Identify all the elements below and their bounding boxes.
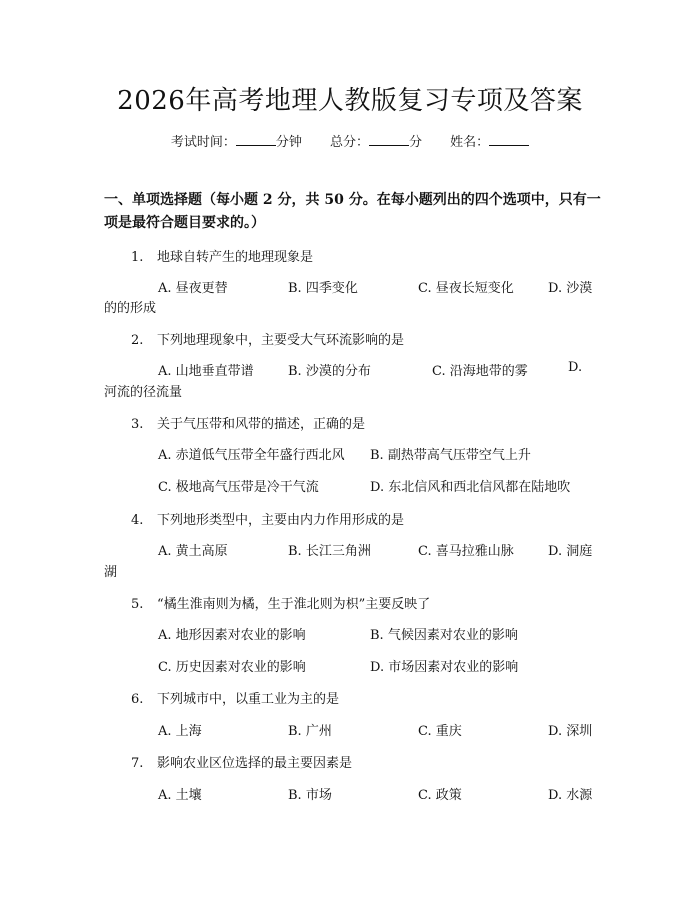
option-a[interactable]: A. 山地垂直带谱 xyxy=(158,364,254,379)
name-label: 姓名： xyxy=(450,135,490,150)
time-label: 考试时间： xyxy=(170,135,236,150)
option-b[interactable]: B. 沙漠的分布 xyxy=(288,364,371,379)
option-c[interactable]: C. 喜马拉雅山脉 xyxy=(418,544,514,559)
option-a[interactable]: A. 上海 xyxy=(158,724,202,739)
option-a[interactable]: A. 昼夜更替 xyxy=(158,281,228,296)
option-a[interactable]: A. 黄土高原 xyxy=(158,544,228,559)
exam-name xyxy=(450,135,529,150)
option-d[interactable]: D. 洞庭 xyxy=(548,544,593,559)
question-7 xyxy=(131,752,352,771)
time-blank[interactable] xyxy=(236,133,276,146)
option-c[interactable]: C. 重庆 xyxy=(418,724,462,739)
option-d-wrap: 的的形成 xyxy=(104,301,157,316)
question-text: “橘生淮南则为橘，生于淮北则为枳”主要反映了 xyxy=(157,597,431,612)
question-number: 7. xyxy=(131,756,144,771)
option-b[interactable]: B. 副热带高气压带空气上升 xyxy=(370,448,531,463)
option-a[interactable]: A. 地形因素对农业的影响 xyxy=(158,628,306,643)
option-d[interactable]: D. 沙漠 xyxy=(548,281,593,296)
question-number: 6. xyxy=(131,692,144,707)
question-5 xyxy=(131,593,430,612)
option-d[interactable]: D. 水源 xyxy=(548,788,593,803)
question-number: 5. xyxy=(131,597,144,612)
option-d-wrap: 河流的径流量 xyxy=(104,385,183,400)
option-d-wrap: 湖 xyxy=(104,565,118,580)
exam-score xyxy=(330,135,426,150)
option-a[interactable]: A. 土壤 xyxy=(158,788,202,803)
question-number: 4. xyxy=(131,513,144,528)
option-c[interactable]: C. 极地高气压带是冷干气流 xyxy=(158,480,319,495)
score-unit: 分 xyxy=(409,135,423,150)
question-1 xyxy=(131,246,313,265)
option-d[interactable]: D. xyxy=(568,360,583,375)
exam-time xyxy=(171,135,306,150)
score-label: 总分： xyxy=(329,135,369,150)
question-text: 影响农业区位选择的最主要因素是 xyxy=(157,756,353,771)
option-b[interactable]: B. 气候因素对农业的影响 xyxy=(370,628,518,643)
option-d[interactable]: D. 深圳 xyxy=(548,724,593,739)
question-number: 2. xyxy=(131,333,144,348)
time-unit: 分钟 xyxy=(275,135,302,150)
option-c[interactable]: C. 昼夜长短变化 xyxy=(418,281,514,296)
option-c[interactable]: C. 沿海地带的雾 xyxy=(432,364,528,379)
option-b[interactable]: B. 四季变化 xyxy=(288,281,358,296)
question-text: 下列地形类型中，主要由内力作用形成的是 xyxy=(157,513,405,528)
question-number: 1. xyxy=(131,250,144,265)
exam-meta xyxy=(0,131,700,150)
option-a[interactable]: A. 赤道低气压带全年盛行西北风 xyxy=(158,448,345,463)
option-c[interactable]: C. 政策 xyxy=(418,788,462,803)
question-number: 3. xyxy=(131,417,144,432)
question-3 xyxy=(131,413,365,432)
option-d[interactable]: D. 东北信风和西北信风都在陆地吹 xyxy=(370,480,571,495)
option-b[interactable]: B. 长江三角洲 xyxy=(288,544,371,559)
option-c[interactable]: C. 历史因素对农业的影响 xyxy=(158,660,306,675)
question-text: 下列地理现象中，主要受大气环流影响的是 xyxy=(157,333,405,348)
question-text: 关于气压带和风带的描述，正确的是 xyxy=(157,417,366,432)
section-heading: 一、单项选择题（每小题 2 分，共 50 分。在每小题列出的四个选项中，只有一项是最符合题目要求的。） xyxy=(104,192,601,231)
option-d[interactable]: D. 市场因素对农业的影响 xyxy=(370,660,519,675)
question-2 xyxy=(131,329,404,348)
name-blank[interactable] xyxy=(489,133,529,146)
option-b[interactable]: B. 广州 xyxy=(288,724,332,739)
option-b[interactable]: B. 市场 xyxy=(288,788,332,803)
page-title: 2026年高考地理人教版复习专项及答案 xyxy=(117,86,583,116)
question-6 xyxy=(131,688,339,707)
question-4 xyxy=(131,509,404,528)
question-text: 下列城市中，以重工业为主的是 xyxy=(157,692,340,707)
score-blank[interactable] xyxy=(369,133,409,146)
question-text: 地球自转产生的地理现象是 xyxy=(157,250,314,265)
